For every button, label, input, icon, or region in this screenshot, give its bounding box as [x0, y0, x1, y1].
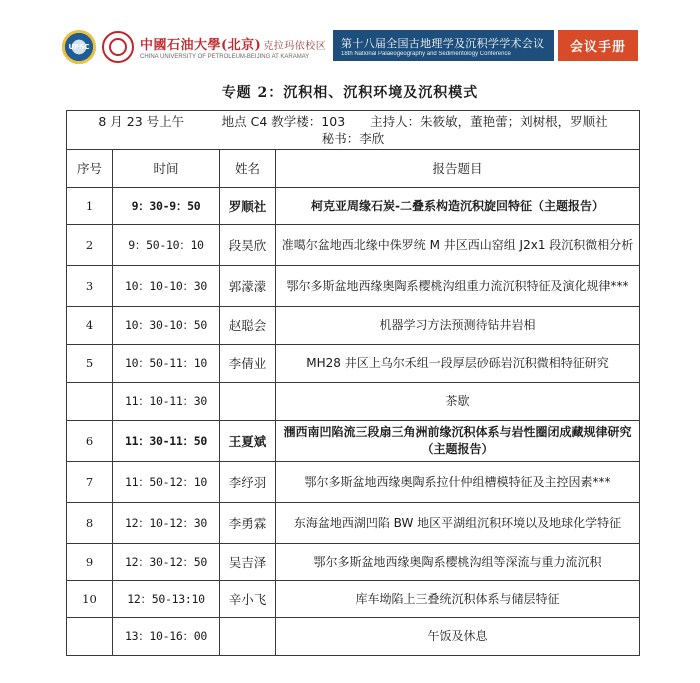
row-time: 9：50-10：10 [113, 225, 220, 266]
table-row [67, 345, 640, 383]
row-speaker: 李勇霖 [220, 503, 276, 544]
row-num: 1 [67, 188, 113, 225]
row-time: 11：30-11：50 [113, 421, 220, 462]
row-speaker: 罗顺社 [220, 188, 276, 225]
row-num: 2 [67, 225, 113, 266]
row-num: 5 [67, 345, 113, 383]
conference-title-en: 18th National Palaeogeography and Sedimentology Conference [341, 50, 511, 57]
university-name: 中國石油大學(北京) 克拉玛依校区 [140, 38, 327, 53]
table-row [67, 503, 640, 544]
table-row [67, 462, 640, 503]
row-topic: 茶歇 [276, 383, 640, 421]
row-speaker [220, 618, 276, 656]
university-logo [62, 30, 326, 64]
session-info [67, 111, 640, 150]
row-num: 10 [67, 581, 113, 618]
row-topic: 鄂尔多斯盆地西缘奥陶系拉什仲组槽模特征及主控因素*** [276, 462, 640, 503]
row-topic: 库车坳陷上三叠统沉积体系与储层特征 [276, 581, 640, 618]
table-row [67, 544, 640, 581]
column-header-name: 姓名 [220, 150, 276, 188]
row-topic: 准噶尔盆地西北缘中侏罗统 M 井区西山窑组 J2x1 段沉积微相分析 [276, 225, 640, 266]
page-header [0, 0, 700, 80]
handbook-label: 会议手册 [558, 30, 638, 61]
table-row [67, 188, 640, 225]
session-info-row [67, 111, 640, 150]
row-topic: 鄂尔多斯盆地西缘奥陶系樱桃沟组重力流沉积特征及演化规律*** [276, 266, 640, 307]
row-time: 12：50-13:10 [113, 581, 220, 618]
row-topic: MH28 井区上乌尔禾组一段厚层砂砾岩沉积微相特征研究 [276, 345, 640, 383]
row-topic: 鄂尔多斯盆地西缘奥陶系樱桃沟组等深流与重力流沉积 [276, 544, 640, 581]
row-topic: 机器学习方法预测待钻井岩相 [276, 307, 640, 345]
conference-title: 第十八届全国古地理学及沉积学学术会议 [341, 36, 545, 50]
row-num: 6 [67, 421, 113, 462]
row-topic: 涠西南凹陷流三段扇三角洲前缘沉积体系与岩性圈闭成藏规律研究（主题报告） [276, 421, 640, 462]
row-num [67, 383, 113, 421]
row-time: 13：10-16：00 [113, 618, 220, 656]
row-num: 7 [67, 462, 113, 503]
row-speaker: 李纾羽 [220, 462, 276, 503]
row-speaker: 王夏斌 [220, 421, 276, 462]
row-time: 10：50-11：10 [113, 345, 220, 383]
session-secretary: 秘书：李欣 [321, 131, 385, 146]
row-time: 11：10-11：30 [113, 383, 220, 421]
table-header-row [67, 150, 640, 188]
row-speaker: 吴吉泽 [220, 544, 276, 581]
table-row [67, 421, 640, 462]
row-num: 8 [67, 503, 113, 544]
row-num: 4 [67, 307, 113, 345]
row-time: 12：30-12：50 [113, 544, 220, 581]
university-name-en: CHINA UNIVERSITY OF PETROLEUM-BEIJING AT KARAMAY [140, 54, 310, 60]
break-row [67, 383, 640, 421]
break-row [67, 618, 640, 656]
row-num: 9 [67, 544, 113, 581]
table-row [67, 266, 640, 307]
row-time: 10：10-10：30 [113, 266, 220, 307]
table-row [67, 581, 640, 618]
row-num: 3 [67, 266, 113, 307]
university-campus: 克拉玛依校区 [263, 41, 327, 52]
row-speaker: 郭濛濛 [220, 266, 276, 307]
university-seal-icon: UPSC [62, 30, 96, 64]
row-topic: 柯克亚周缘石炭-二叠系构造沉积旋回特征（主题报告） [276, 188, 640, 225]
row-speaker: 赵聪会 [220, 307, 276, 345]
row-time: 11：50-12：10 [113, 462, 220, 503]
table-row [67, 307, 640, 345]
row-speaker: 李倩业 [220, 345, 276, 383]
column-header-topic: 报告题目 [276, 150, 640, 188]
row-speaker [220, 383, 276, 421]
row-topic: 东海盆地西湖凹陷 BW 地区平湖组沉积环境以及地球化学特征 [276, 503, 640, 544]
row-time: 12：10-12：30 [113, 503, 220, 544]
session-details: 8 月 23 号上午 地点 C4 教学楼：103 主持人：朱筱敏，董艳蕾；刘树根，罗顺社 [98, 114, 608, 129]
row-topic: 午饭及休息 [276, 618, 640, 656]
column-header-time: 时间 [113, 150, 220, 188]
conference-banner [333, 30, 554, 61]
university-emblem-icon [102, 31, 134, 63]
row-speaker: 段昊欣 [220, 225, 276, 266]
row-time: 9：30-9：50 [113, 188, 220, 225]
row-time: 10：30-10：50 [113, 307, 220, 345]
schedule-table [66, 110, 640, 656]
row-speaker: 辛小飞 [220, 581, 276, 618]
page-title: 专题 2：沉积相、沉积环境及沉积模式 [221, 85, 479, 101]
column-header-num: 序号 [67, 150, 113, 188]
row-num [67, 618, 113, 656]
table-row [67, 225, 640, 266]
